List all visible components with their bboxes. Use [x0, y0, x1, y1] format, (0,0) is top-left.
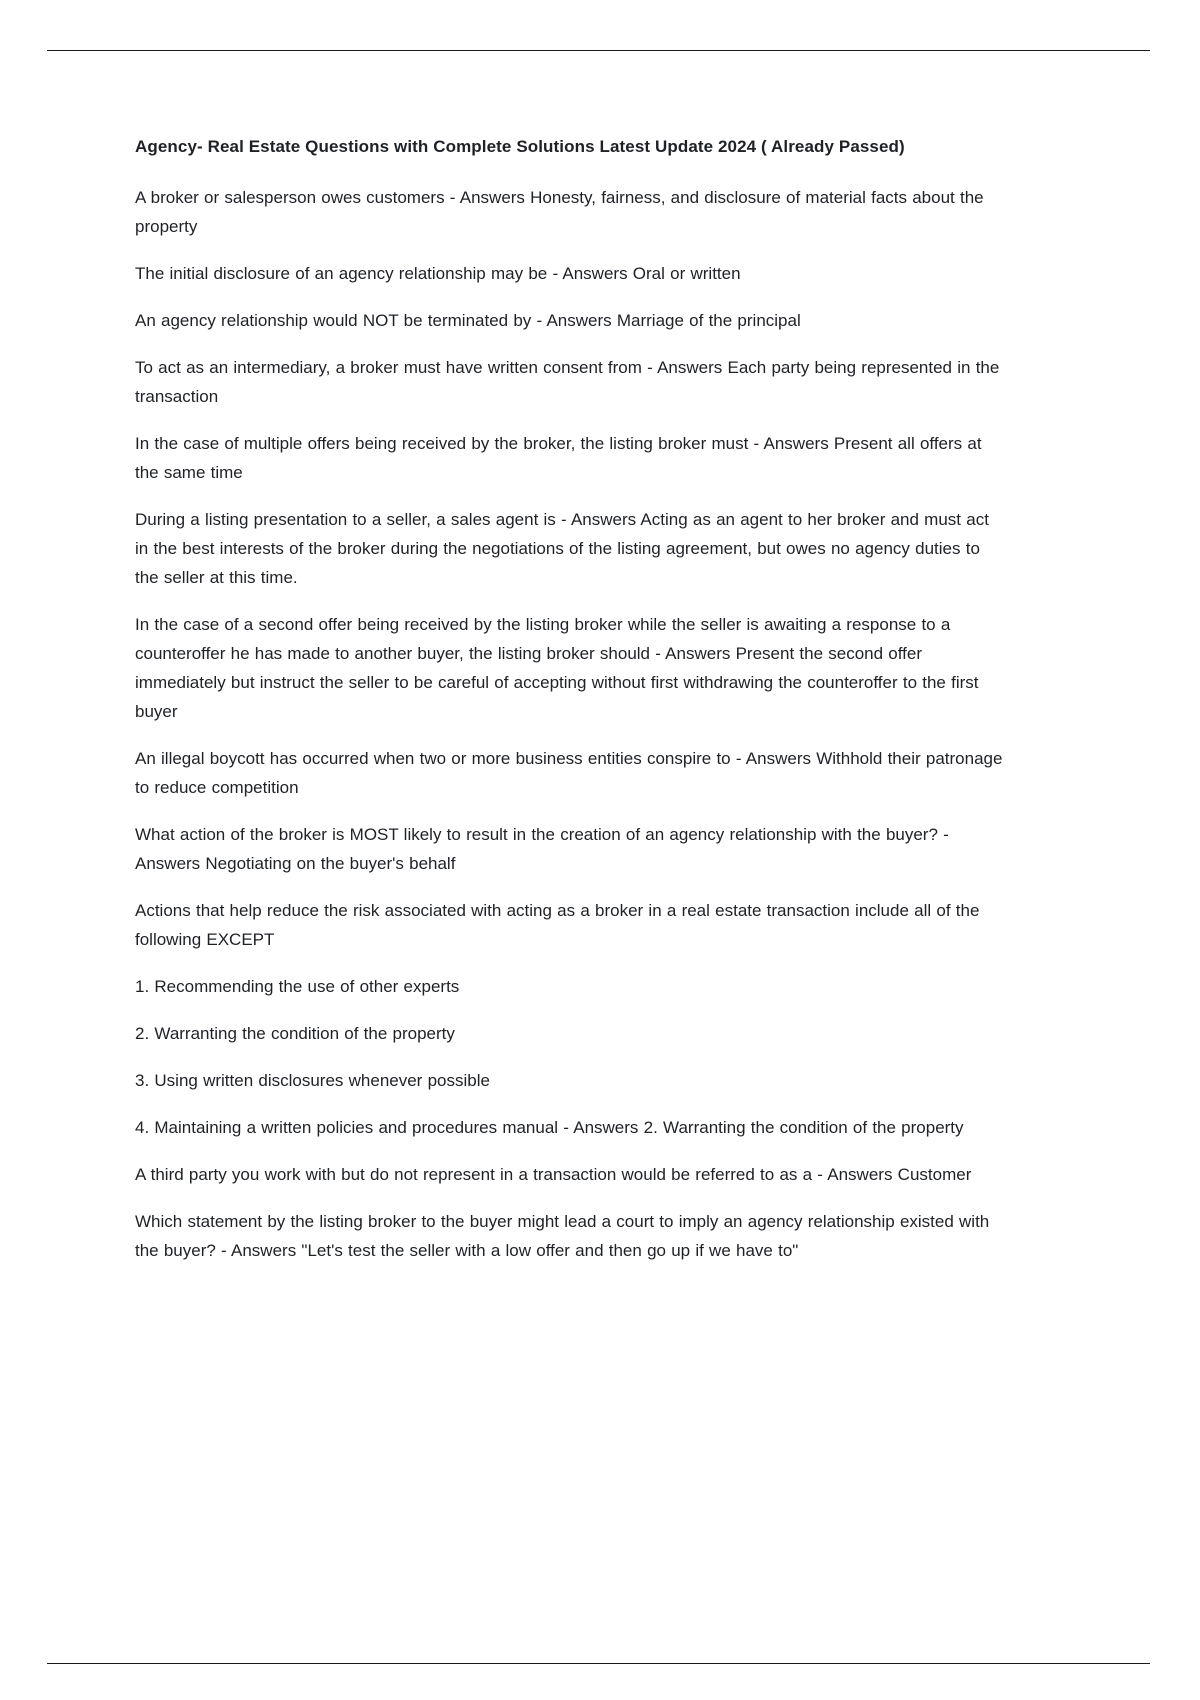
document-content — [135, 135, 1007, 1283]
answer-option-paragraph: 2. Warranting the condition of the property — [135, 1024, 455, 1043]
qa-paragraph: During a listing presentation to a seller, a sales agent is - Answers Acting as an agent to her broker and must act in the best interests of the broker during the negotiations of the listing agreement, but owes no agency duties to the seller at this time. — [135, 510, 989, 587]
footer-rule — [47, 1663, 1150, 1664]
header-rule — [47, 50, 1150, 51]
qa-paragraph: In the case of a second offer being received by the listing broker while the seller is awaiting a response to a counteroffer he has made to another buyer, the listing broker should - Answers Present the second offer immediately but instruct the seller to be careful of accepting without first withdrawing the counteroffer to the first buyer — [135, 615, 979, 721]
qa-paragraph: An illegal boycott has occurred when two or more business entities conspire to - Answers Withhold their patronage to reduce competition — [135, 749, 1003, 797]
qa-paragraph: The initial disclosure of an agency relationship may be - Answers Oral or written — [135, 264, 741, 283]
answer-option-paragraph: 1. Recommending the use of other experts — [135, 977, 460, 996]
qa-paragraph: An agency relationship would NOT be terminated by - Answers Marriage of the principal — [135, 311, 801, 330]
qa-paragraph: What action of the broker is MOST likely to result in the creation of an agency relationship with the buyer? - Answers Negotiating on the buyer's behalf — [135, 825, 949, 873]
answer-option-paragraph: 3. Using written disclosures whenever possible — [135, 1071, 490, 1090]
qa-paragraph: To act as an intermediary, a broker must have written consent from - Answers Each party being represented in the transaction — [135, 358, 1000, 406]
qa-paragraph: 4. Maintaining a written policies and procedures manual - Answers 2. Warranting the condition of the property — [135, 1118, 964, 1137]
qa-paragraph: In the case of multiple offers being received by the broker, the listing broker must - Answers Present all offers at the same time — [135, 434, 982, 482]
qa-paragraph: Actions that help reduce the risk associated with acting as a broker in a real estate transaction include all of the following EXCEPT — [135, 901, 980, 949]
qa-paragraph: Which statement by the listing broker to the buyer might lead a court to imply an agency relationship existed with the buyer? - Answers "Let's test the seller with a low offer and then go up if we have to" — [135, 1212, 990, 1260]
qa-paragraph: A broker or salesperson owes customers - Answers Honesty, fairness, and disclosure of material facts about the property — [135, 188, 984, 236]
document-title: Agency- Real Estate Questions with Complete Solutions Latest Update 2024 ( Already Passed) — [135, 137, 905, 156]
qa-paragraph: A third party you work with but do not represent in a transaction would be referred to as a - Answers Customer — [135, 1165, 972, 1184]
